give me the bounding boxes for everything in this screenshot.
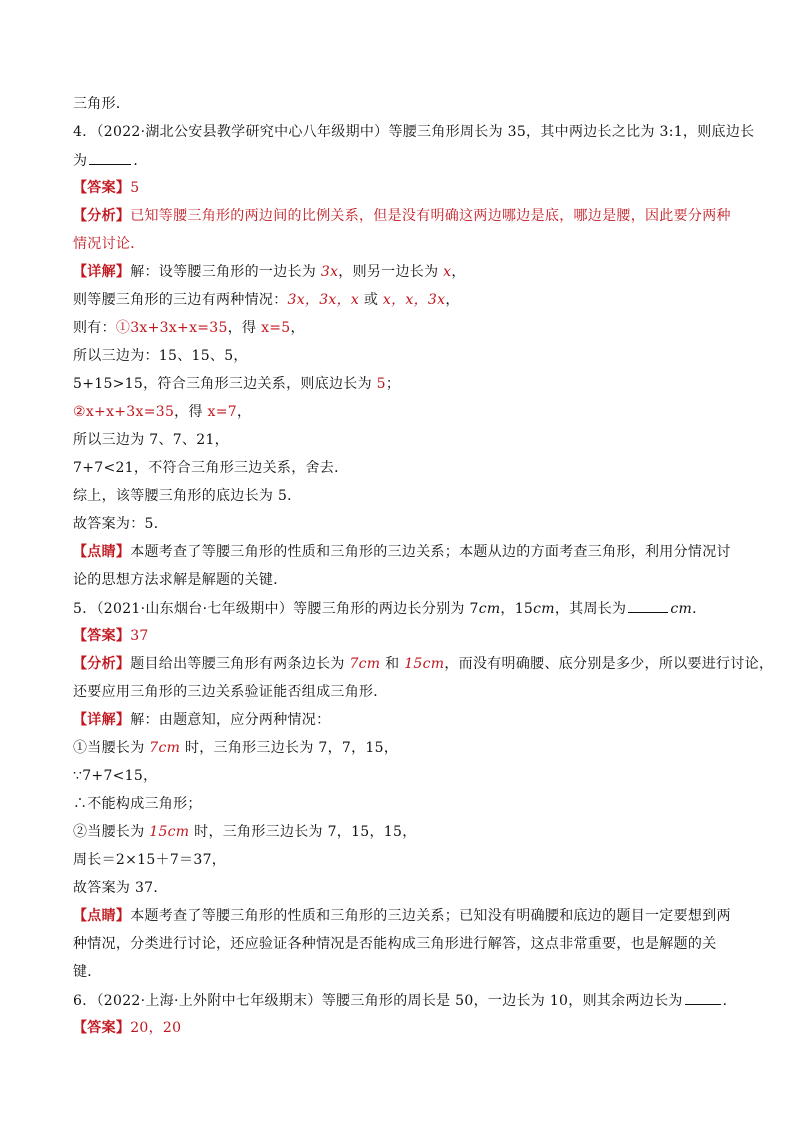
text: ∴不能构成三角形； bbox=[73, 796, 202, 812]
comment-tag: 【点睛】 bbox=[73, 908, 131, 924]
math: ①3x+3x+x=35 bbox=[115, 320, 228, 336]
text: 解：由题意知，应分两种情况： bbox=[130, 712, 331, 728]
unit: cm bbox=[533, 601, 555, 617]
math: x，x，3x bbox=[382, 292, 446, 308]
line-26 bbox=[73, 794, 733, 814]
text: 故答案为 37． bbox=[73, 880, 168, 896]
text: 解：设等腰三角形的一边长为 bbox=[130, 264, 321, 280]
text: 论的思想方法求解是解题的关键． bbox=[73, 572, 288, 588]
line-29 bbox=[73, 878, 733, 898]
math: 15cm bbox=[404, 656, 445, 672]
line-25 bbox=[73, 766, 733, 786]
text: ， bbox=[236, 404, 252, 420]
text: ， bbox=[290, 320, 305, 336]
text: 7+7<21，不符合三角形三边关系，舍去． bbox=[73, 460, 349, 476]
text: 5+15>15，符合三角形三边关系，则底边长为 bbox=[73, 376, 377, 392]
text: 所以三边为：15、15、5， bbox=[73, 348, 248, 364]
answer-blank bbox=[628, 598, 668, 613]
text: 时，三角形三边长为 7，15，15， bbox=[189, 824, 417, 840]
line-28 bbox=[73, 850, 733, 870]
text: 和 bbox=[380, 656, 405, 672]
line-9 bbox=[73, 318, 733, 338]
answer-tag: 【答案】 bbox=[73, 1020, 131, 1036]
text: ， bbox=[445, 292, 460, 308]
math: 7cm bbox=[149, 740, 181, 756]
answer-tag: 【答案】 bbox=[73, 628, 131, 644]
question-4-text: 4．（2022·湖北公安县教学研究中心八年级期中）等腰三角形周长为 35，其中两边长之比为 3:1，则底边长 bbox=[73, 124, 755, 140]
answer-value: 20，20 bbox=[130, 1020, 182, 1036]
text: 时，三角形三边长为 7，7，15， bbox=[180, 740, 399, 756]
text: 题目给出等腰三角形有两条边长为 bbox=[130, 656, 350, 672]
question-5 bbox=[73, 598, 733, 619]
analysis-tag: 【分析】 bbox=[73, 656, 131, 672]
line-24 bbox=[73, 738, 733, 758]
line-13 bbox=[73, 430, 733, 450]
answer-tag: 【答案】 bbox=[73, 180, 131, 196]
text: ∵7+7<15， bbox=[73, 768, 158, 784]
text: 6．（2022·上海·上外附中七年级期末）等腰三角形的周长是 50，一边长为 10，则其余两边长为 bbox=[73, 993, 683, 1009]
text: 为 bbox=[73, 153, 88, 169]
text: 键． bbox=[73, 964, 102, 980]
line-31 bbox=[73, 934, 733, 954]
text: 种情况，分类进行讨论，还应验证各种情况是否能构成三角形进行解答，这点非常重要，也是解题的关 bbox=[73, 936, 717, 952]
text: ，而没有明确腰、底分别是多少，所以要进行讨论， bbox=[444, 656, 774, 672]
line-10 bbox=[73, 346, 733, 366]
math: 3x，3x，x bbox=[287, 292, 360, 308]
comment-line bbox=[73, 906, 733, 926]
math: x=5 bbox=[261, 320, 291, 336]
text: ，15 bbox=[500, 601, 534, 617]
text: 或 bbox=[359, 292, 383, 308]
analysis-line-2 bbox=[73, 234, 733, 254]
text: 情况讨论． bbox=[73, 236, 145, 252]
line-27 bbox=[73, 822, 733, 842]
text: ，则另一边长为 bbox=[338, 264, 444, 280]
line-16 bbox=[73, 514, 733, 534]
answer-value: 5 bbox=[130, 180, 140, 196]
detail-tag: 【详解】 bbox=[73, 712, 131, 728]
text: 则有： bbox=[73, 320, 116, 336]
detail-tag: 【详解】 bbox=[73, 264, 131, 280]
text: ； bbox=[385, 376, 401, 392]
question-4-cont bbox=[73, 150, 733, 171]
analysis-tag: 【分析】 bbox=[73, 208, 131, 224]
text: 所以三边为 7、7、21， bbox=[73, 432, 229, 448]
line-1 bbox=[73, 94, 733, 114]
text: ②当腰长为 bbox=[73, 824, 150, 840]
comment-tag: 【点睛】 bbox=[73, 544, 131, 560]
text: 综上，该等腰三角形的底边长为 5． bbox=[73, 488, 302, 504]
text: ，得 bbox=[227, 320, 262, 336]
text: ， bbox=[451, 264, 466, 280]
question-6 bbox=[73, 990, 737, 1011]
answer-value: 37 bbox=[130, 628, 149, 644]
math: x bbox=[443, 264, 452, 280]
math: x=7 bbox=[207, 404, 237, 420]
line-15 bbox=[73, 486, 733, 506]
answer-blank bbox=[685, 990, 721, 1005]
text: ，其周长为 bbox=[554, 601, 627, 617]
question-4 bbox=[73, 122, 755, 142]
analysis-text: 已知等腰三角形的两边间的比例关系，但是没有明确这两边哪边是底，哪边是腰，因此要分两种 bbox=[130, 208, 731, 224]
analysis-line bbox=[73, 206, 733, 226]
text: ①当腰长为 bbox=[73, 740, 150, 756]
line-12 bbox=[73, 402, 733, 422]
text: 还要应用三角形的三边关系验证能否组成三角形． bbox=[73, 684, 388, 700]
answer-line bbox=[73, 178, 733, 198]
analysis-line bbox=[73, 654, 774, 674]
math: 3x bbox=[320, 264, 339, 280]
math: ②x+x+3x=35 bbox=[73, 404, 175, 420]
answer-line bbox=[73, 1018, 733, 1038]
line-14 bbox=[73, 458, 733, 478]
line-11 bbox=[73, 374, 733, 394]
text: 故答案为：5． bbox=[73, 516, 169, 532]
text: 本题考查了等腰三角形的性质和三角形的三边关系；本题从边的方面考查三角形，利用分情况讨 bbox=[130, 544, 731, 560]
detail-line bbox=[73, 710, 733, 730]
text: 5．（2021·山东烟台·七年级期中）等腰三角形的两边长分别为 7 bbox=[73, 601, 479, 617]
line-8 bbox=[73, 290, 733, 310]
unit: cm bbox=[478, 601, 501, 617]
answer-line bbox=[73, 626, 733, 646]
line-22 bbox=[73, 682, 733, 702]
text: ． bbox=[133, 153, 148, 169]
text: 本题考查了等腰三角形的性质和三角形的三边关系；已知没有明确腰和底边的题目一定要想到两 bbox=[130, 908, 731, 924]
detail-line bbox=[73, 262, 733, 282]
text: ． bbox=[692, 601, 707, 617]
text: 周长＝2×15＋7＝37， bbox=[73, 852, 227, 868]
math: 15cm bbox=[149, 824, 190, 840]
line-32 bbox=[73, 962, 733, 982]
text: ，得 bbox=[174, 404, 208, 420]
text: ． bbox=[722, 993, 737, 1009]
comment-line bbox=[73, 542, 733, 562]
math: 5 bbox=[376, 376, 386, 392]
unit: cm bbox=[670, 601, 693, 617]
text: 三角形． bbox=[73, 96, 131, 112]
answer-blank bbox=[89, 150, 131, 165]
math: 7cm bbox=[349, 656, 381, 672]
text: 则等腰三角形的三边有两种情况： bbox=[73, 292, 288, 308]
line-18 bbox=[73, 570, 733, 590]
